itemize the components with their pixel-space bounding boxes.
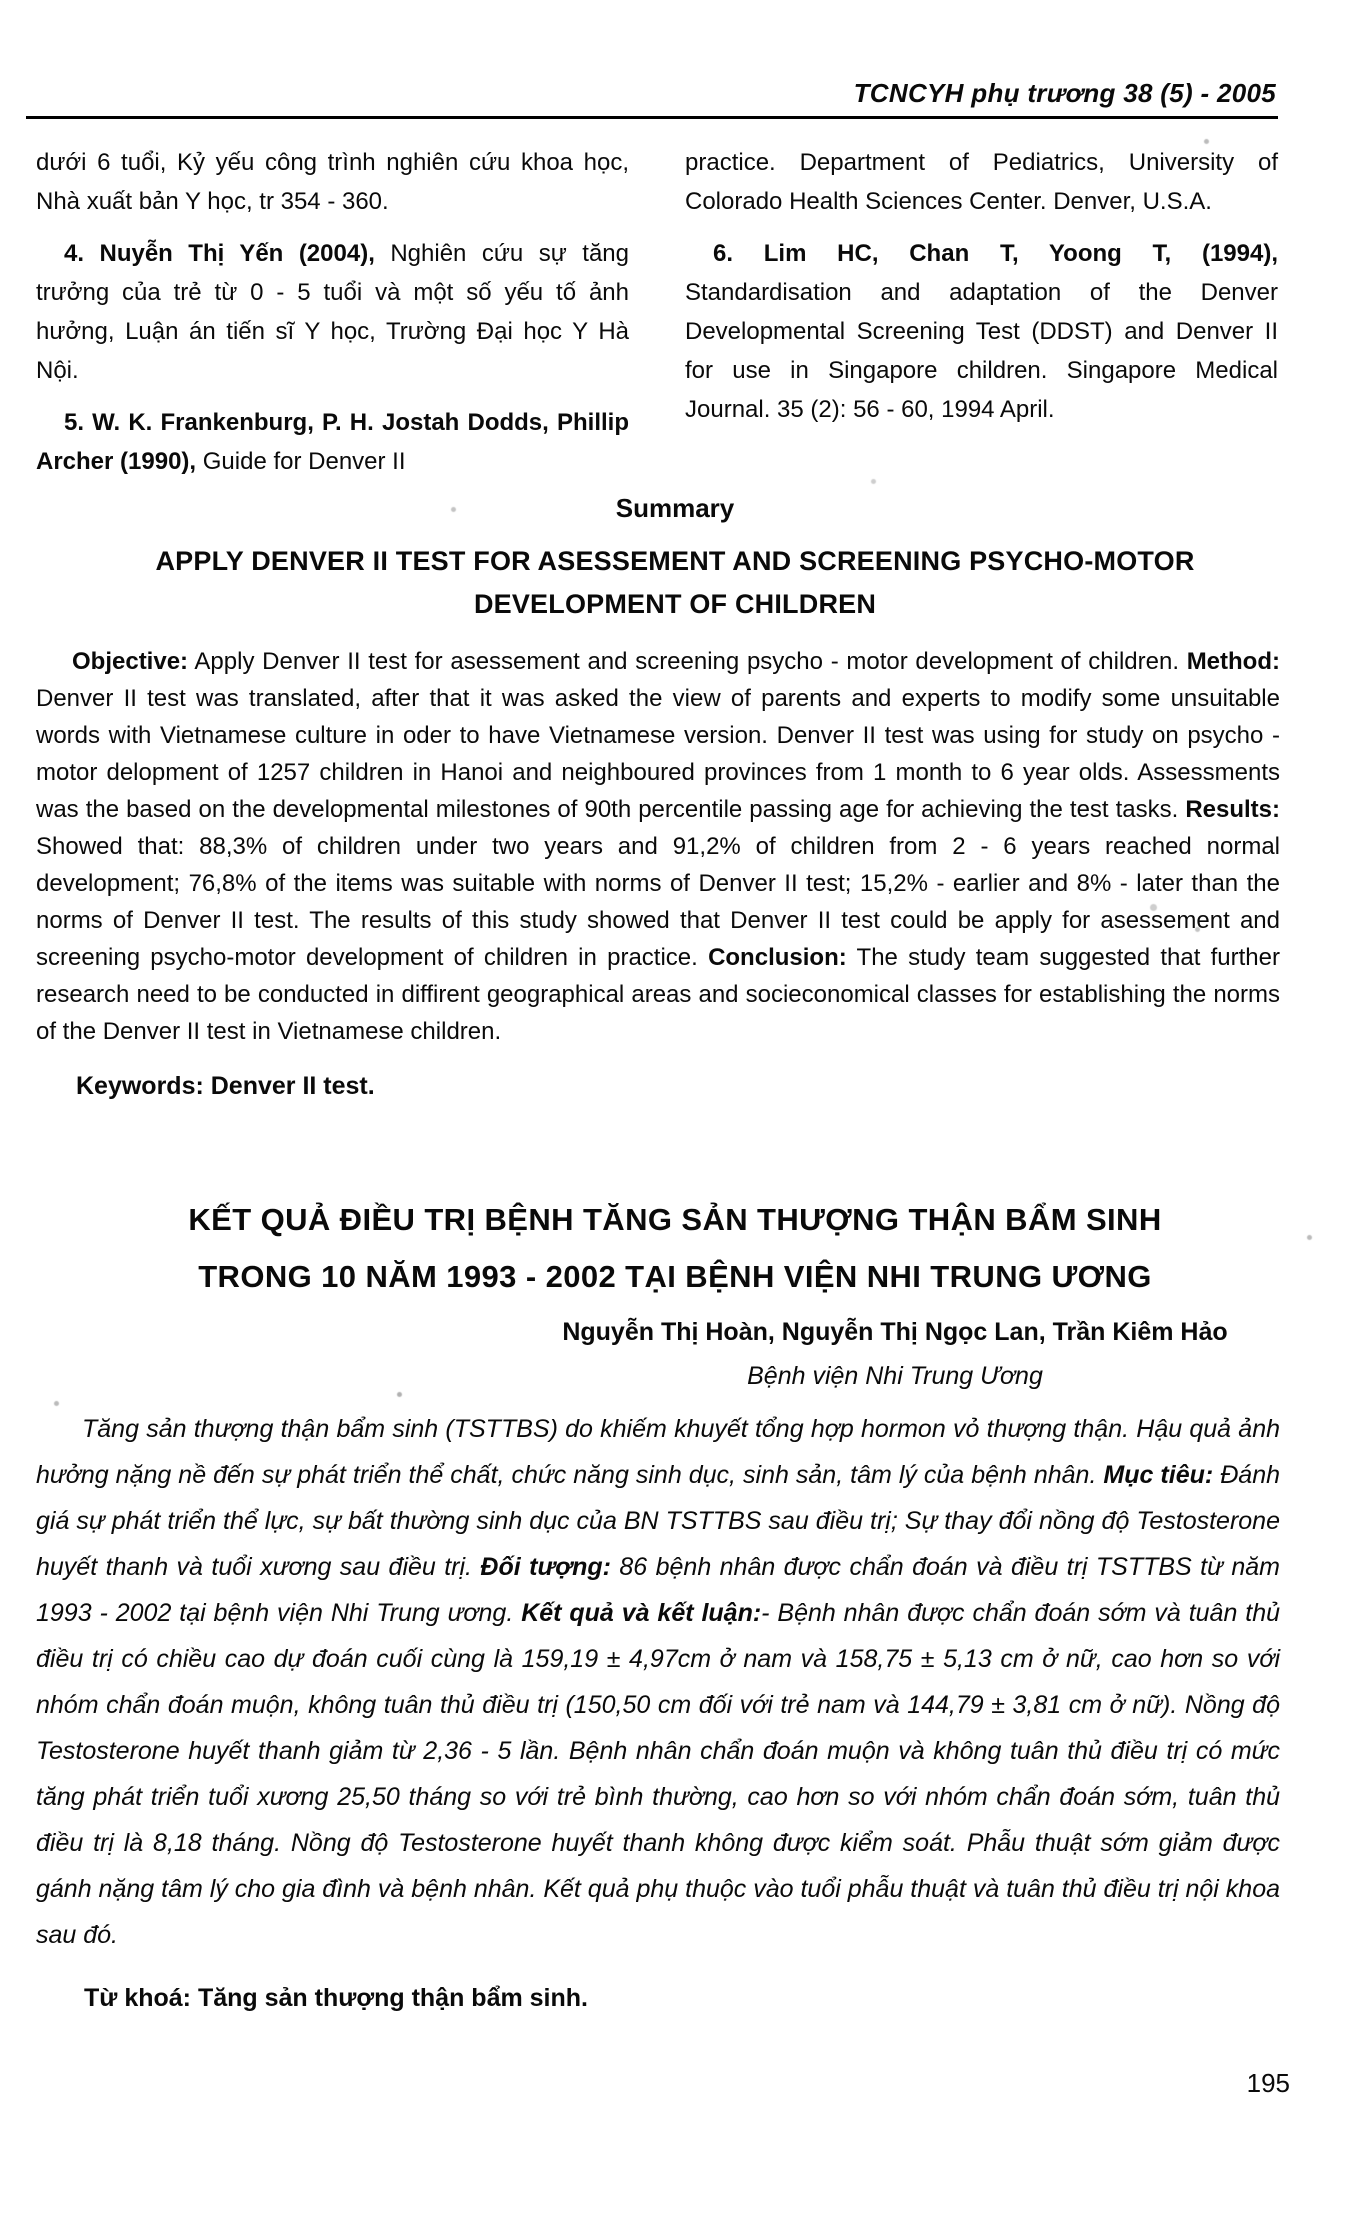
text-run: Standardisation and adaptation of the Denver Developmental Screening Test (DDST) and Denver II for use in Singapore children. Singapore Medical Journal. 35 (2): 56 - 60, 1994 April. bbox=[685, 279, 1278, 423]
bold-run: Keywords: Denver II test. bbox=[76, 1072, 375, 1100]
text-run: practice. Department of Pediatrics, University of Colorado Health Sciences Center. Denver, U.S.A. bbox=[685, 149, 1278, 215]
affiliation-line: Bệnh viện Nhi Trung Ương bbox=[747, 1362, 1043, 1390]
text-run: Apply Denver II test for asessement and screening psycho - motor development of children. bbox=[188, 648, 1187, 675]
text-run: Guide for Denver II bbox=[196, 448, 406, 475]
references-section bbox=[0, 119, 1350, 481]
reference-continuation bbox=[36, 143, 629, 221]
bold-run: Results: bbox=[1185, 796, 1280, 823]
english-title-line-1: APPLY DENVER II TEST FOR ASESSEMENT AND SCREENING PSYCHO-MOTOR bbox=[155, 546, 1195, 576]
english-keywords bbox=[0, 1072, 1350, 1101]
text-run: Đánh giá sự phát triển thể lực, sự bất thường sinh dục của BN TSTTBS sau điều trị; Sự thay đổi nồng độ Testosterone huyết thanh và tuổi xương sau điều trị. bbox=[36, 1461, 1280, 1581]
bold-run: Từ khoá: Tăng sản thượng thận bẩm sinh. bbox=[84, 1984, 588, 2012]
bold-run: Method: bbox=[1186, 648, 1280, 675]
text-run: 86 bệnh nhân được chẩn đoán và điều trị TSTTBS từ năm 1993 - 2002 tại bệnh viện Nhi Trung ương. bbox=[36, 1553, 1280, 1627]
english-title-line-2: DEVELOPMENT OF CHILDREN bbox=[473, 589, 877, 619]
vietnamese-abstract bbox=[0, 1406, 1350, 1958]
bold-run: Mục tiêu: bbox=[1103, 1461, 1214, 1489]
english-abstract bbox=[0, 643, 1350, 1050]
authors-line: Nguyễn Thị Hoàn, Nguyễn Thị Ngọc Lan, Trần Kiêm Hảo bbox=[562, 1318, 1228, 1346]
english-article-title bbox=[0, 540, 1350, 626]
bold-run: 4. Nuyễn Thị Yến (2004), bbox=[64, 240, 375, 267]
reference-item-6 bbox=[685, 234, 1278, 429]
page-number: 195 bbox=[1246, 2068, 1290, 2098]
text-run: Showed that: 88,3% of children under two years and 91,2% of children from 2 - 6 years reached normal development; 76,8% of the items was suitable with norms of Denver II test; 15,2% - earlier and 8% - later than the norms of Denver II test. The results of this study showed that Denver II test could be apply for asessement and screening psycho-motor development of children in practice. bbox=[36, 833, 1280, 971]
bold-run: 6. Lim HC, Chan T, Yoong T, (1994), bbox=[713, 240, 1278, 267]
references-left-column bbox=[36, 143, 629, 481]
reference-item-5 bbox=[36, 403, 629, 481]
summary-heading: Summary bbox=[615, 493, 735, 523]
english-summary-section bbox=[0, 493, 1350, 1101]
vietnamese-title-line-1: KẾT QUẢ ĐIỀU TRỊ BỆNH TĂNG SẢN THƯỢNG THẬN BẨM SINH bbox=[188, 1202, 1162, 1237]
bold-run: Objective: bbox=[72, 648, 189, 675]
scan-noise bbox=[0, 0, 3, 3]
text-run: dưới 6 tuổi, Kỷ yếu công trình nghiên cứu khoa học, Nhà xuất bản Y học, tr 354 - 360. bbox=[36, 149, 629, 215]
vietnamese-title-line-2: TRONG 10 NĂM 1993 - 2002 TẠI BỆNH VIỆN NHI TRUNG ƯƠNG bbox=[198, 1259, 1152, 1294]
text-run: Tăng sản thượng thận bẩm sinh (TSTTBS) do khiếm khuyết tổng hợp hormon vỏ thượng thận. Hậu quả ảnh hưởng nặng nề đến sự phát triển thể chất, chức năng sinh dục, sinh sản, tâm lý của bệnh nhân. bbox=[36, 1415, 1280, 1489]
references-right-column bbox=[685, 143, 1278, 481]
bold-run: Conclusion: bbox=[708, 944, 847, 971]
text-run: - Bệnh nhân được chẩn đoán sớm và tuân thủ điều trị có chiều cao dự đoán cuối cùng là 159,19 ± 4,97cm ở nam và 158,75 ± 5,13 cm ở nữ, cao hơn so với nhóm chẩn đoán muộn, không tuân thủ điều trị (150,50 cm đối với trẻ nam và 144,79 ± 3,81 cm ở nữ). Nồng độ Testosterone huyết thanh giảm từ 2,36 - 5 lần. Bệnh nhân chẩn đoán muộn và không tuân thủ điều trị có mức tăng phát triển tuổi xương 25,50 tháng so với trẻ bình thường, cao hơn so với nhóm chẩn đoán sớm, tuân thủ điều trị là 8,18 tháng. Nồng độ Testosterone huyết thanh không được kiểm soát. Phẫu thuật sớm giảm được gánh nặng tâm lý cho gia đình và bệnh nhân. Kết quả phụ thuộc vào tuổi phẫu thuật và tuân thủ điều trị nội khoa sau đó. bbox=[36, 1599, 1281, 1949]
reference-continuation bbox=[685, 143, 1278, 221]
journal-header: TCNCYH phụ trương 38 (5) - 2005 bbox=[853, 78, 1276, 108]
text-run: The study team suggested that further research need to be conducted in diffirent geographical areas and socieconomical classes for establishing the norms of the Denver II test in Vietnamese children. bbox=[36, 944, 1280, 1045]
text-run: Denver II test was translated, after that it was asked the view of parents and experts to modify some unsuitable words with Vietnamese culture in oder to have Vietnamese version. Denver II test was using for study on psycho - motor delopment of 1257 children in Hanoi and neighboured provinces from 1 month to 6 year olds. Assessments was the based on the developmental milestones of 90th percentile passing age for achieving the test tasks. bbox=[36, 685, 1280, 823]
bold-run: Kết quả và kết luận: bbox=[521, 1599, 762, 1627]
vietnamese-keywords bbox=[0, 1984, 1350, 2013]
text-run: Nghiên cứu sự tăng trưởng của trẻ từ 0 - 5 tuổi và một số yếu tố ảnh hưởng, Luận án tiến sĩ Y học, Trường Đại học Y Hà Nội. bbox=[36, 240, 629, 384]
bold-run: Đối tượng: bbox=[480, 1553, 611, 1581]
reference-item-4 bbox=[36, 234, 629, 390]
bold-run: 5. W. K. Frankenburg, P. H. Jostah Dodds, Phillip Archer (1990), bbox=[36, 409, 629, 475]
vietnamese-article-section bbox=[0, 1191, 1350, 2013]
vietnamese-article-title bbox=[0, 1191, 1350, 1305]
